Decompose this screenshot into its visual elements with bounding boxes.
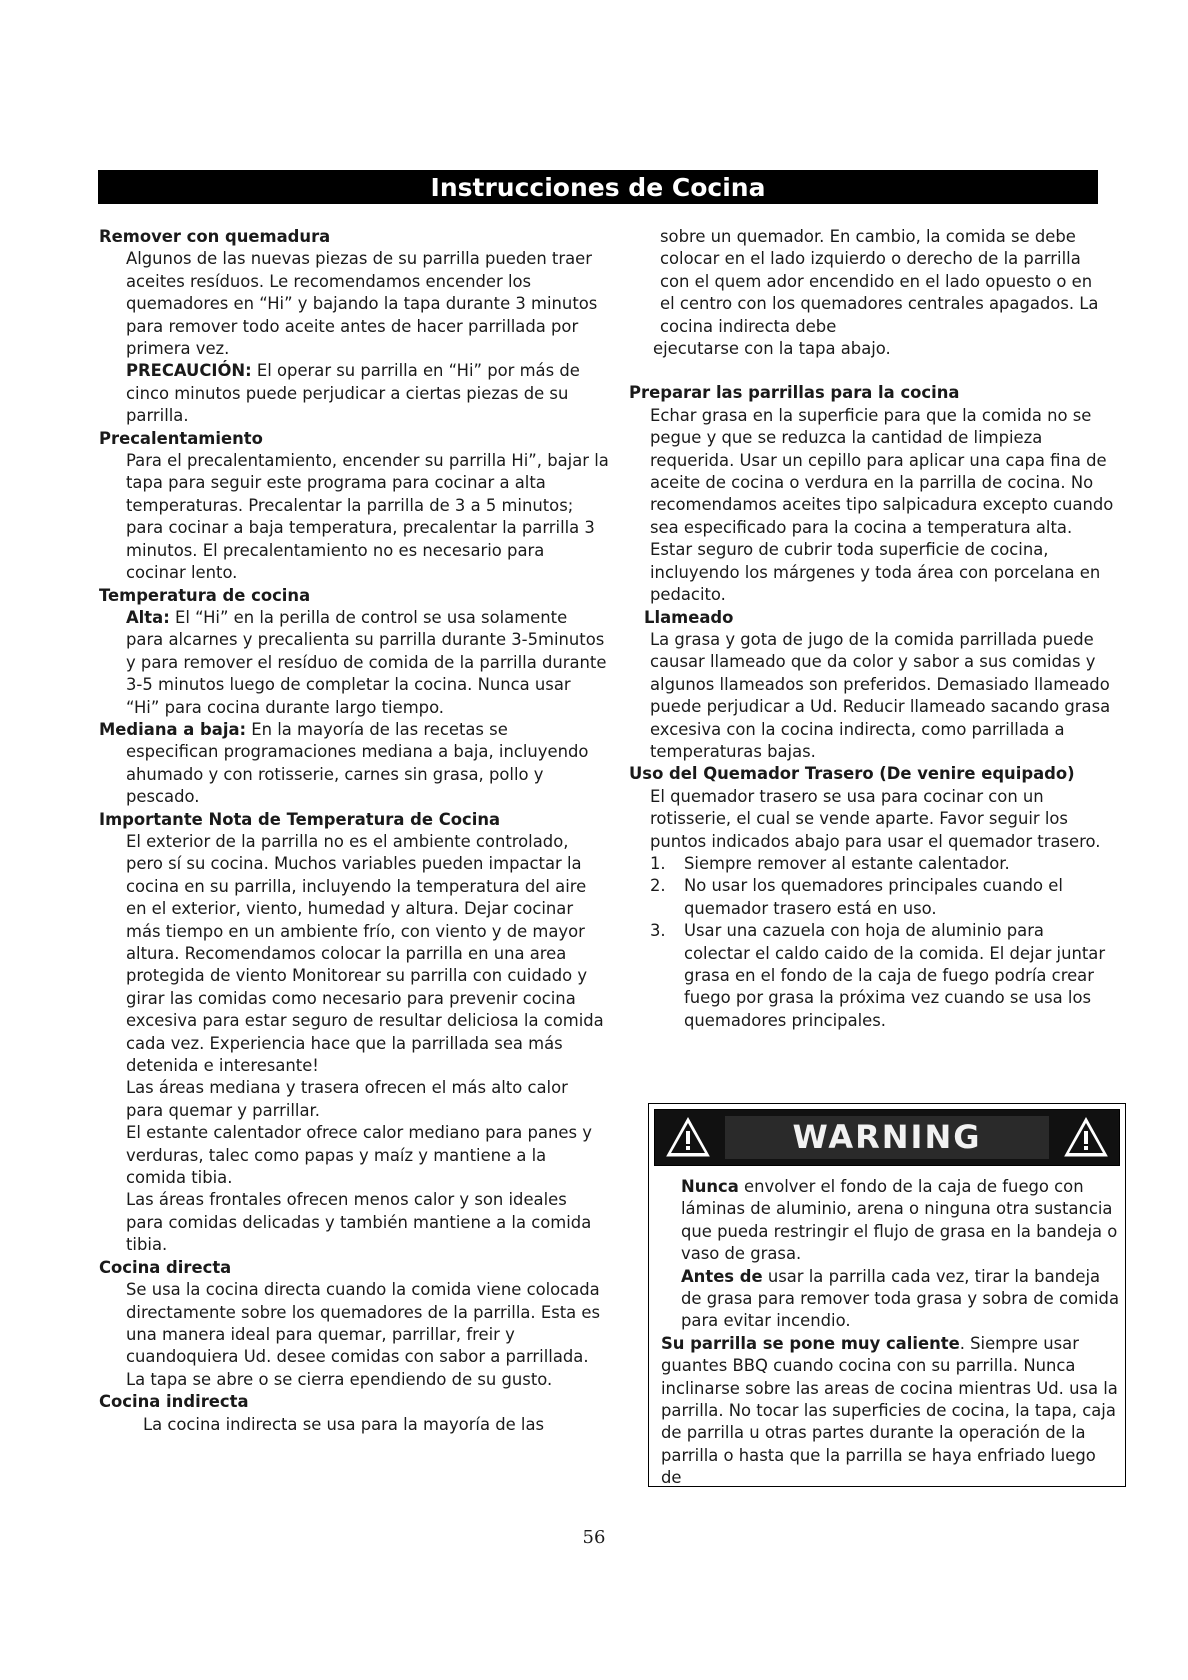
list-number: 3. bbox=[650, 921, 666, 941]
warning-text-1: envolver el fondo de la caja de fuego con láminas de aluminio, arena o ninguna otra sustancia que pueda restringir el flujo de grasa en la bandeja o vaso de grasa. bbox=[681, 1177, 1118, 1264]
mediana-continued: especifican programaciones mediana a baja, incluyendo ahumado y con rotisserie, carnes sin grasa, pollo y pescado. bbox=[126, 742, 589, 807]
warning-triangle-icon bbox=[1063, 1115, 1109, 1159]
caution-label: PRECAUCIÓN: bbox=[126, 361, 252, 381]
list-item bbox=[650, 875, 1114, 920]
warning-paragraph-3 bbox=[661, 1333, 1121, 1490]
list-item bbox=[650, 920, 1114, 1032]
warning-label-nunca: Nunca bbox=[681, 1177, 739, 1196]
section-title-preparar: Preparar las parrillas para la cocina bbox=[629, 383, 960, 403]
section-body-llameado: La grasa y gota de jugo de la comida parrillada puede causar llameado que da color y sabor a sus comidas y algunos llameados son preferidos. Demasiado llameado puede perjudicar a Ud. Reducir llameado sacando grasa excesiva con la cocina indirecta, como parrillada a temperaturas bajas. bbox=[650, 629, 1111, 761]
section-title-nota: Importante Nota de Temperatura de Cocina bbox=[99, 809, 501, 829]
page-number: 56 bbox=[582, 1527, 606, 1548]
mediana-paragraph bbox=[99, 719, 609, 741]
nota-paragraph-1: El exterior de la parrilla no es el ambiente controlado, pero sí su cocina. Muchos variables pueden impactar la cocina en su parrilla, incluyendo la temperatura del aire en el exterior, viento, humedad y altura. Dejar cocinar más tiempo en un ambiente frío, con viento y de mayor altura. Recomendamos colocar la parrilla en una area protegida de viento Monitorear su parrilla con cuidado y girar las comidas como necesario para prevenir cocina excesiva para estar seguro de resultar deliciosa la comida cada vez. Experiencia hace que la parrillada sea más detenida e interesante! bbox=[126, 831, 604, 1076]
list-text: No usar los quemadores principales cuando el quemador trasero está en uso. bbox=[684, 876, 1063, 918]
warning-paragraph-2 bbox=[661, 1266, 1121, 1333]
alta-paragraph bbox=[99, 607, 609, 719]
caution-text: El operar su parrilla en “Hi” por más de cinco minutos puede perjudicar a ciertas piezas de su parrilla. bbox=[126, 361, 580, 426]
indirecta-continued-last: ejecutarse con la tapa abajo. bbox=[653, 339, 891, 359]
section-body-directa: Se usa la cocina directa cuando la comida viene colocada directamente sobre los quemadores de la parrilla. Esta es una manera ideal para quemar, parrillar, freir y cuandoquiera Ud. desee comidas con sabor a parrillada. La tapa se abre o se cierra ependiendo de su gusto. bbox=[126, 1280, 601, 1389]
right-column bbox=[628, 226, 1114, 1032]
section-title-remover: Remover con quemadura bbox=[99, 227, 331, 246]
warning-text bbox=[661, 1176, 1121, 1490]
caution-paragraph bbox=[99, 360, 609, 427]
list-item bbox=[650, 853, 1114, 875]
mediana-text: En la mayoría de las recetas se bbox=[246, 719, 508, 739]
nota-paragraph-4: Las áreas frontales ofrecen menos calor y son ideales para comidas delicadas y también mantiene a la comida tibia. bbox=[126, 1190, 592, 1255]
section-title-temperatura: Temperatura de cocina bbox=[99, 585, 311, 605]
section-body-precalentamiento: Para el precalentamiento, encender su parrilla Hi”, bajar la tapa para seguir este programa para cocinar a alta temperaturas. Precalentar la parrilla de 3 a 5 minutos; para cocinar a baja temperatura, precalentar la parrilla 3 minutos. El precalentamiento no es necesario para cocinar lento. bbox=[126, 451, 609, 583]
nota-paragraph-3: El estante calentador ofrece calor mediano para panes y verduras, talec como papas y maíz y mantiene a la comida tibia. bbox=[126, 1123, 592, 1188]
section-title-precalentamiento: Precalentamiento bbox=[99, 428, 263, 448]
warning-label-caliente: Su parrilla se pone muy caliente bbox=[661, 1333, 960, 1353]
warning-paragraph-1 bbox=[661, 1176, 1121, 1266]
left-column bbox=[99, 226, 609, 1436]
warning-banner bbox=[654, 1109, 1120, 1166]
section-body-indirecta: La cocina indirecta se usa para la mayoría de las bbox=[143, 1414, 545, 1434]
section-title-indirecta: Cocina indirecta bbox=[99, 1392, 249, 1412]
warning-title: WARNING bbox=[725, 1116, 1049, 1159]
warning-label-antes: Antes de bbox=[681, 1266, 763, 1286]
warning-text-2: usar la parrilla cada vez, tirar la bandeja de grasa para remover toda grasa y sobra de comida para evitar incendio. bbox=[681, 1266, 1119, 1331]
list-number: 1. bbox=[650, 853, 666, 873]
instruction-list bbox=[628, 853, 1114, 1032]
nota-paragraph-2: Las áreas mediana y trasera ofrecen el más alto calor para quemar y parrillar. bbox=[126, 1078, 568, 1120]
section-body-quemador-trasero: El quemador trasero se usa para cocinar con un rotisserie, el cual se vende aparte. Favor seguir los puntos indicados abajo para usar el quemador trasero. bbox=[650, 786, 1101, 851]
section-title-llameado: Llameado bbox=[644, 607, 734, 627]
warning-text-3: . Siempre usar guantes BBQ cuando cocina con su parrilla. Nunca inclinarse sobre las areas de cocina mientras Ud. usa la parrilla. No tocar las superficies de cocina, la tapa, caja de parrilla u otras partes durante la operación de la parrilla o hasta que la parrilla se haya enfriado luego de bbox=[661, 1333, 1118, 1488]
mediana-label: Mediana a baja: bbox=[99, 719, 247, 739]
section-title-quemador-trasero: Uso del Quemador Trasero (De venire equipado) bbox=[629, 764, 1075, 784]
warning-box bbox=[648, 1103, 1126, 1487]
section-body-remover: Algunos de las nuevas piezas de su parrilla pueden traer aceites resíduos. Le recomendamos encender los quemadores en “Hi” y bajando la tapa durante 3 minutos para remover todo aceite antes de hacer parrillada por primera vez. bbox=[126, 249, 598, 359]
alta-label: Alta: bbox=[126, 607, 170, 627]
list-number: 2. bbox=[650, 876, 666, 896]
list-text: Siempre remover al estante calentador. bbox=[684, 853, 1010, 873]
warning-triangle-icon bbox=[665, 1115, 711, 1159]
alta-text: El “Hi” en la perilla de control se usa solamente para alcarnes y precalienta su parrilla durante 3-5minutos y para remover el resíduo de comida de la parrilla durante 3-5 minutos luego de completar la cocina. Nunca usar “Hi” para cocina durante largo tiempo. bbox=[126, 607, 607, 717]
list-text: Usar una cazuela con hoja de aluminio para colectar el caldo caido de la comida. El dejar juntar grasa en el fondo de la caja de fuego podría crear fuego por grasa la próxima vez cuando se usa los quemadores principales. bbox=[684, 921, 1106, 1030]
section-title-directa: Cocina directa bbox=[99, 1257, 232, 1277]
page-title: Instrucciones de Cocina bbox=[98, 170, 1098, 204]
section-body-preparar: Echar grasa en la superficie para que la comida no se pegue y que se reduzca la cantidad de limpieza requerida. Usar un cepillo para aplicar una capa fina de aceite de cocina o verdura en la parrilla de cocina. No recomendamos aceites tipo salpicadura excepto cuando sea especificado para la cocina a temperatura alta. Estar seguro de cubrir toda superficie de cocina, incluyendo los márgenes y toda área con porcelana en pedacito. bbox=[650, 405, 1114, 605]
indirecta-continued: sobre un quemador. En cambio, la comida se debe colocar en el lado izquierdo o derecho de la parrilla con el quem ador encendido en el lado opuesto o en el centro con los quemadores centrales apagados. La cocina indirecta debe bbox=[660, 227, 1099, 336]
